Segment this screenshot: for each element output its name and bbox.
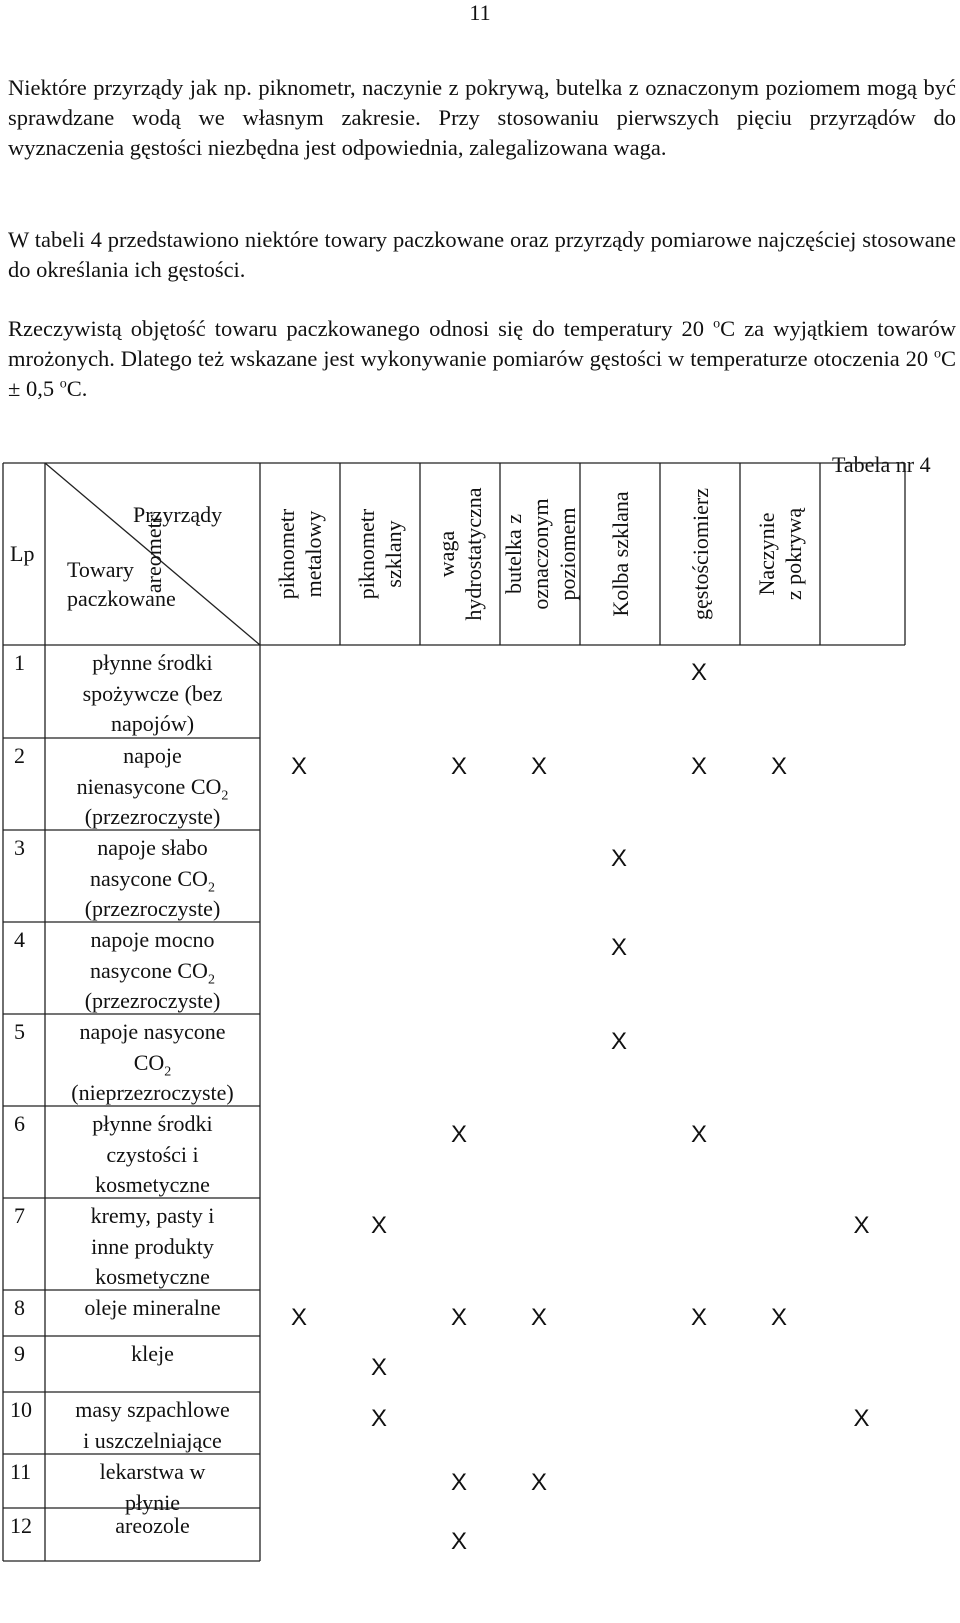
column-header-6-line-0: gęstościomierz (687, 488, 713, 620)
row-6-product-line-1: czystości i (106, 1141, 199, 1167)
row-4-product (45, 925, 260, 1017)
row-1-lp: 1 (14, 650, 25, 675)
row-2-product (45, 741, 260, 833)
row-1-mark-col-5: X (691, 659, 708, 686)
row-11-product-line-1: płynie (125, 1489, 180, 1515)
row-5-lp: 5 (14, 1019, 25, 1044)
column-header-6 (660, 470, 740, 638)
row-8-mark-col-5: X (691, 1304, 708, 1331)
row-11-mark-col-2: X (451, 1469, 468, 1496)
row-2-mark-col-6: X (771, 753, 788, 780)
column-header-5-line-0: Kolba szklana (607, 491, 633, 617)
row-5-mark-col-4: X (611, 1028, 628, 1055)
row-9-mark-col-1: X (371, 1354, 388, 1381)
column-header-4-line-0: butelka z (500, 513, 526, 595)
row-11-lp: 11 (10, 1459, 32, 1484)
row-8-mark-col-2: X (451, 1304, 468, 1331)
column-header-5 (580, 470, 660, 638)
column-header-3-line-0: waga (434, 530, 459, 578)
paragraph-table-intro: W tabeli 4 przedstawiono niektóre towary paczkowane oraz przyrządy pomiarowe najczęściej stosowane do określania ich gęstości. (8, 227, 956, 282)
row-6-product-line-2: kosmetyczne (95, 1172, 210, 1197)
row-12-lp: 12 (10, 1513, 32, 1538)
row-5-product-line-1: $CO_2$ (133, 1049, 172, 1079)
row-5-product-line-2: (nieprzezroczyste) (71, 1080, 234, 1105)
row-10-product-line-0: masy szpachlowe (75, 1397, 230, 1422)
row-7-product-line-2: kosmetyczne (95, 1264, 210, 1289)
column-header-1 (260, 470, 340, 638)
row-2-mark-col-3: X (531, 753, 548, 780)
row-9-product (45, 1339, 260, 1370)
row-3-product (45, 833, 260, 925)
row-8-mark-col-0: X (291, 1304, 308, 1331)
row-11-product-line-0: lekarstwa w (99, 1459, 206, 1484)
row-2-mark-col-0: X (291, 753, 308, 780)
paragraph-instruments: Niektóre przyrządy jak np. piknometr, naczynie z pokrywą, butelka z oznaczonym poziomem mogą być sprawdzane wodą we własnym zakresie. Przy stosowaniu pierwszych pięciu przyrządów do wyznaczenia gęstości niezbędna jest odpowiednia, zalegalizowana waga. (8, 75, 956, 160)
row-10-mark-col-7: X (853, 1405, 870, 1432)
column-header-7 (740, 470, 820, 638)
row-6-lp: 6 (14, 1111, 25, 1136)
row-3-lp: 3 (14, 835, 25, 860)
row-2-product-line-1: nienasycone $CO_2$ (76, 773, 229, 803)
row-4-product-line-0: napoje mocno (90, 927, 215, 952)
row-1-product-line-0: płynne środki (92, 650, 213, 675)
row-8-mark-col-3: X (531, 1304, 548, 1331)
row-10-product (45, 1395, 260, 1456)
row-8-lp: 8 (14, 1295, 25, 1320)
column-header-2-line-0: piknometr (354, 508, 379, 600)
row-8-product (45, 1293, 260, 1324)
header-lp: Lp (10, 541, 35, 566)
row-2-product-line-0: napoje (123, 743, 182, 768)
row-10-product-line-1: i uszczelniające (83, 1427, 222, 1453)
row-6-product (45, 1109, 260, 1201)
row-3-mark-col-4: X (611, 845, 628, 872)
row-10-lp: 10 (10, 1397, 32, 1422)
row-12-product-line-0: areozole (115, 1513, 190, 1538)
column-header-2-line-1: szklany (381, 520, 406, 588)
row-7-lp: 7 (14, 1203, 25, 1228)
row-2-lp: 2 (14, 743, 25, 768)
row-7-product-line-0: kremy, pasty i (90, 1203, 215, 1228)
row-8-mark-col-6: X (771, 1304, 788, 1331)
row-9-lp: 9 (14, 1341, 25, 1366)
row-7-product-line-1: inne produkty (91, 1233, 214, 1259)
row-5-product-line-0: napoje nasycone (79, 1019, 226, 1044)
column-header-1-line-0: piknometr (274, 508, 299, 600)
row-12-product (45, 1511, 260, 1542)
row-1-product (45, 648, 260, 740)
column-header-4-line-1: oznaczonym (527, 498, 553, 610)
column-header-4 (500, 470, 580, 638)
row-6-mark-col-5: X (691, 1121, 708, 1148)
row-4-product-line-2: (przezroczyste) (84, 988, 221, 1013)
row-2-product-line-2: (przezroczyste) (84, 804, 221, 829)
row-3-product-line-0: napoje słabo (97, 835, 208, 860)
column-header-4-line-2: poziomem (554, 507, 580, 601)
page-number: 11 (469, 0, 491, 25)
row-3-product-line-1: nasycone $CO_2$ (90, 865, 215, 895)
row-12-mark-col-2: X (451, 1528, 468, 1555)
paragraph-temperature: Rzeczywistą objętość towaru paczkowanego odnosi się do temperatury 20 $^o$C za wyjątkiem towarów mrożonych. Dlatego też wskazane jest wykonywanie pomiarów gęstości w temperaturze otoczenia 20 $^o$C ± 0,5 $^o$C. (8, 316, 957, 401)
column-header-3 (420, 470, 500, 638)
column-header-0 (113, 470, 193, 638)
row-11-product (45, 1457, 260, 1518)
row-7-product (45, 1201, 260, 1293)
row-4-product-line-1: nasycone $CO_2$ (90, 957, 215, 987)
row-2-mark-col-5: X (691, 753, 708, 780)
column-header-0-line-0: areometr (140, 514, 165, 594)
column-header-7-line-1: z pokrywą (781, 507, 806, 601)
row-3-product-line-2: (przezroczyste) (84, 896, 221, 921)
row-5-product (45, 1017, 260, 1109)
row-10-mark-col-1: X (371, 1405, 388, 1432)
column-header-2 (340, 470, 420, 638)
row-1-product-line-1: spożywcze (bez (82, 680, 223, 706)
row-2-mark-col-2: X (451, 753, 468, 780)
row-11-mark-col-3: X (531, 1469, 548, 1496)
table-caption: Tabela nr 4 (832, 452, 931, 477)
column-header-7-line-0: Naczynie (754, 512, 779, 596)
row-4-mark-col-4: X (611, 934, 628, 961)
row-7-mark-col-7: X (853, 1212, 870, 1239)
row-6-product-line-0: płynne środki (92, 1111, 213, 1136)
row-9-product-line-0: kleje (131, 1341, 174, 1366)
row-4-lp: 4 (14, 927, 25, 952)
row-6-mark-col-2: X (451, 1121, 468, 1148)
header-towary: Towary (67, 557, 134, 582)
column-header-1-line-1: metalowy (301, 510, 326, 598)
row-7-mark-col-1: X (371, 1212, 388, 1239)
row-8-product-line-0: oleje mineralne (84, 1295, 221, 1320)
column-header-3-line-1: hydrostatyczna (461, 487, 486, 621)
header-paczkowane: paczkowane (67, 586, 176, 611)
header-przyrzady: Przyrządy (133, 502, 223, 527)
row-1-product-line-2: napojów) (110, 711, 195, 736)
